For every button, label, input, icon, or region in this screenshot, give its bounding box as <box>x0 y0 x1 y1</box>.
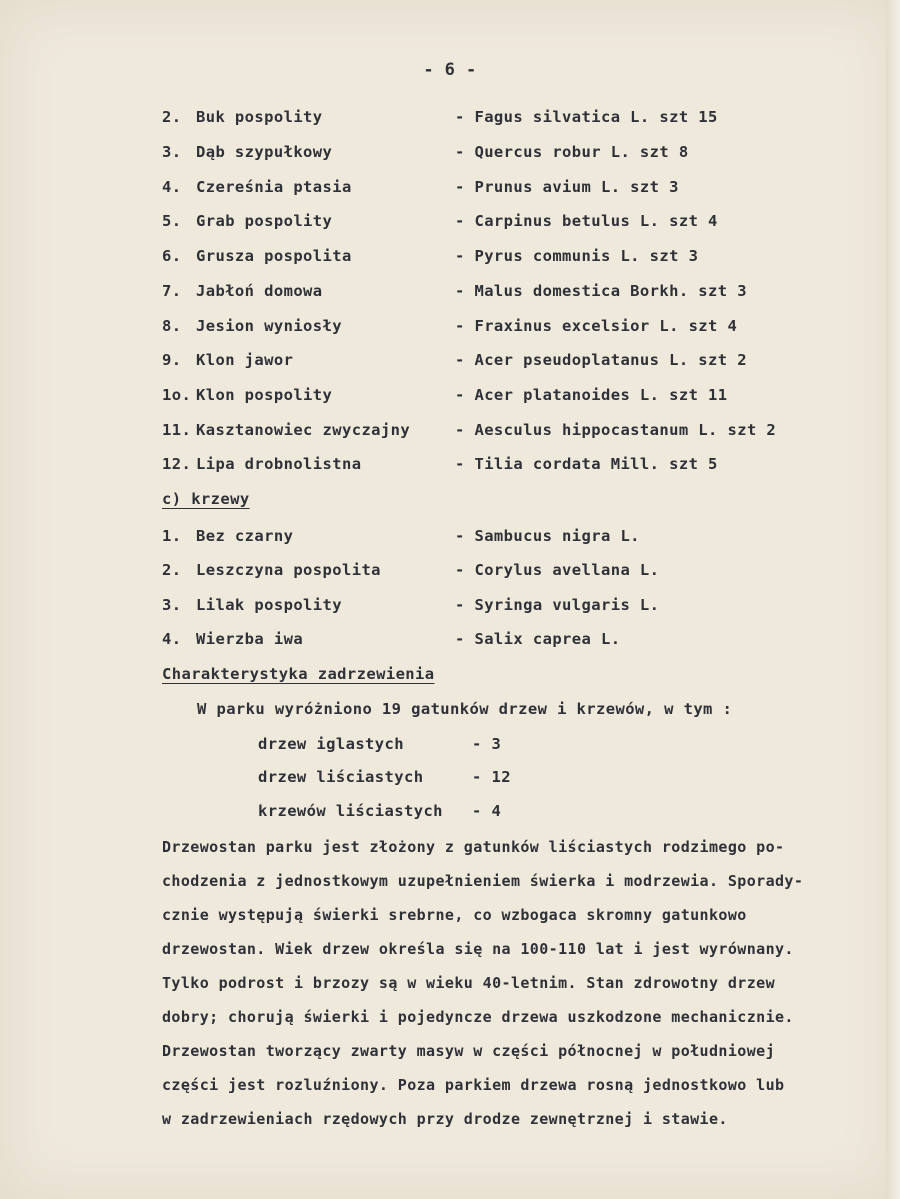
paragraph-line: Drzewostan parku jest złożony z gatunków liściastych rodzimego po- <box>162 838 785 856</box>
section-heading-characteristics: Charakterystyka zadrzewienia <box>162 665 435 683</box>
list-item <box>0 108 900 132</box>
list-item <box>0 596 900 620</box>
stat-value: - 3 <box>472 735 502 753</box>
item-number: 5. <box>162 212 182 230</box>
list-item <box>0 212 900 236</box>
polish-name: Lilak pospolity <box>196 596 342 614</box>
item-number: 11. <box>162 421 192 439</box>
latin-name: - Malus domestica Borkh. szt 3 <box>455 282 747 300</box>
paragraph-line: cznie występują świerki srebrne, co wzbogaca skromny gatunkowo <box>162 906 747 924</box>
item-number: 4. <box>162 178 182 196</box>
polish-name: Leszczyna pospolita <box>196 561 381 579</box>
latin-name: - Prunus avium L. szt 3 <box>455 178 679 196</box>
stat-label: drzew iglastych <box>258 735 404 753</box>
list-item <box>0 317 900 341</box>
stat-value: - 12 <box>472 768 511 786</box>
latin-name: - Salix caprea L. <box>455 630 621 648</box>
latin-name: - Corylus avellana L. <box>455 561 660 579</box>
paragraph-line: Tylko podrost i brzozy są w wieku 40-letnim. Stan zdrowotny drzew <box>162 974 775 992</box>
latin-name: - Aesculus hippocastanum L. szt 2 <box>455 421 777 439</box>
latin-name: - Fagus silvatica L. szt 15 <box>455 108 718 126</box>
stat-value: - 4 <box>472 802 502 820</box>
polish-name: Wierzba iwa <box>196 630 304 648</box>
latin-name: - Fraxinus excelsior L. szt 4 <box>455 317 738 335</box>
list-item <box>0 282 900 306</box>
item-number: 6. <box>162 247 182 265</box>
intro-text: W parku wyróżniono 19 gatunków drzew i krzewów, w tym : <box>197 700 733 718</box>
list-item <box>0 386 900 410</box>
paragraph-line: Drzewostan tworzący zwarty masyw w części północnej w południowej <box>162 1042 775 1060</box>
polish-name: Bez czarny <box>196 527 294 545</box>
latin-name: - Quercus robur L. szt 8 <box>455 143 689 161</box>
item-number: 12. <box>162 455 192 473</box>
item-number: 8. <box>162 317 182 335</box>
list-item <box>0 247 900 271</box>
description-paragraph <box>162 830 862 1136</box>
stat-label: drzew liściastych <box>258 768 424 786</box>
paragraph-line: chodzenia z jednostkowym uzupełnieniem świerka i modrzewia. Sporady- <box>162 872 804 890</box>
item-number: 7. <box>162 282 182 300</box>
list-item <box>0 455 900 479</box>
polish-name: Jabłoń domowa <box>196 282 323 300</box>
item-number: 1o. <box>162 386 192 404</box>
list-item <box>0 351 900 375</box>
item-number: 9. <box>162 351 182 369</box>
item-number: 3. <box>162 143 182 161</box>
list-item <box>0 527 900 551</box>
item-number: 4. <box>162 630 182 648</box>
latin-name: - Sambucus nigra L. <box>455 527 640 545</box>
list-item <box>0 178 900 202</box>
polish-name: Czereśnia ptasia <box>196 178 352 196</box>
paragraph-line: części jest rozluźniony. Poza parkiem drzewa rosną jednostkowo lub <box>162 1076 785 1094</box>
paragraph-line: w zadrzewieniach rzędowych przy drodze zewnętrznej i stawie. <box>162 1110 728 1128</box>
polish-name: Grusza pospolita <box>196 247 352 265</box>
latin-name: - Acer pseudoplatanus L. szt 2 <box>455 351 747 369</box>
latin-name: - Tilia cordata Mill. szt 5 <box>455 455 718 473</box>
item-number: 2. <box>162 108 182 126</box>
polish-name: Dąb szypułkowy <box>196 143 333 161</box>
polish-name: Kasztanowiec zwyczajny <box>196 421 411 439</box>
polish-name: Jesion wyniosły <box>196 317 342 335</box>
page-number: - 6 - <box>423 60 477 80</box>
latin-name: - Syringa vulgaris L. <box>455 596 660 614</box>
latin-name: - Pyrus communis L. szt 3 <box>455 247 699 265</box>
latin-name: - Acer platanoides L. szt 11 <box>455 386 728 404</box>
polish-name: Grab pospolity <box>196 212 333 230</box>
section-heading-shrubs: c) krzewy <box>162 490 250 508</box>
item-number: 3. <box>162 596 182 614</box>
polish-name: Buk pospolity <box>196 108 323 126</box>
list-item <box>0 421 900 445</box>
list-item <box>0 143 900 167</box>
latin-name: - Carpinus betulus L. szt 4 <box>455 212 718 230</box>
list-item <box>0 561 900 585</box>
polish-name: Lipa drobnolistna <box>196 455 362 473</box>
item-number: 2. <box>162 561 182 579</box>
stat-label: krzewów liściastych <box>258 802 443 820</box>
paragraph-line: drzewostan. Wiek drzew określa się na 100-110 lat i jest wyrównany. <box>162 940 794 958</box>
polish-name: Klon jawor <box>196 351 294 369</box>
polish-name: Klon pospolity <box>196 386 333 404</box>
item-number: 1. <box>162 527 182 545</box>
list-item <box>0 630 900 654</box>
paragraph-line: dobry; chorują świerki i pojedyncze drzewa uszkodzone mechanicznie. <box>162 1008 794 1026</box>
